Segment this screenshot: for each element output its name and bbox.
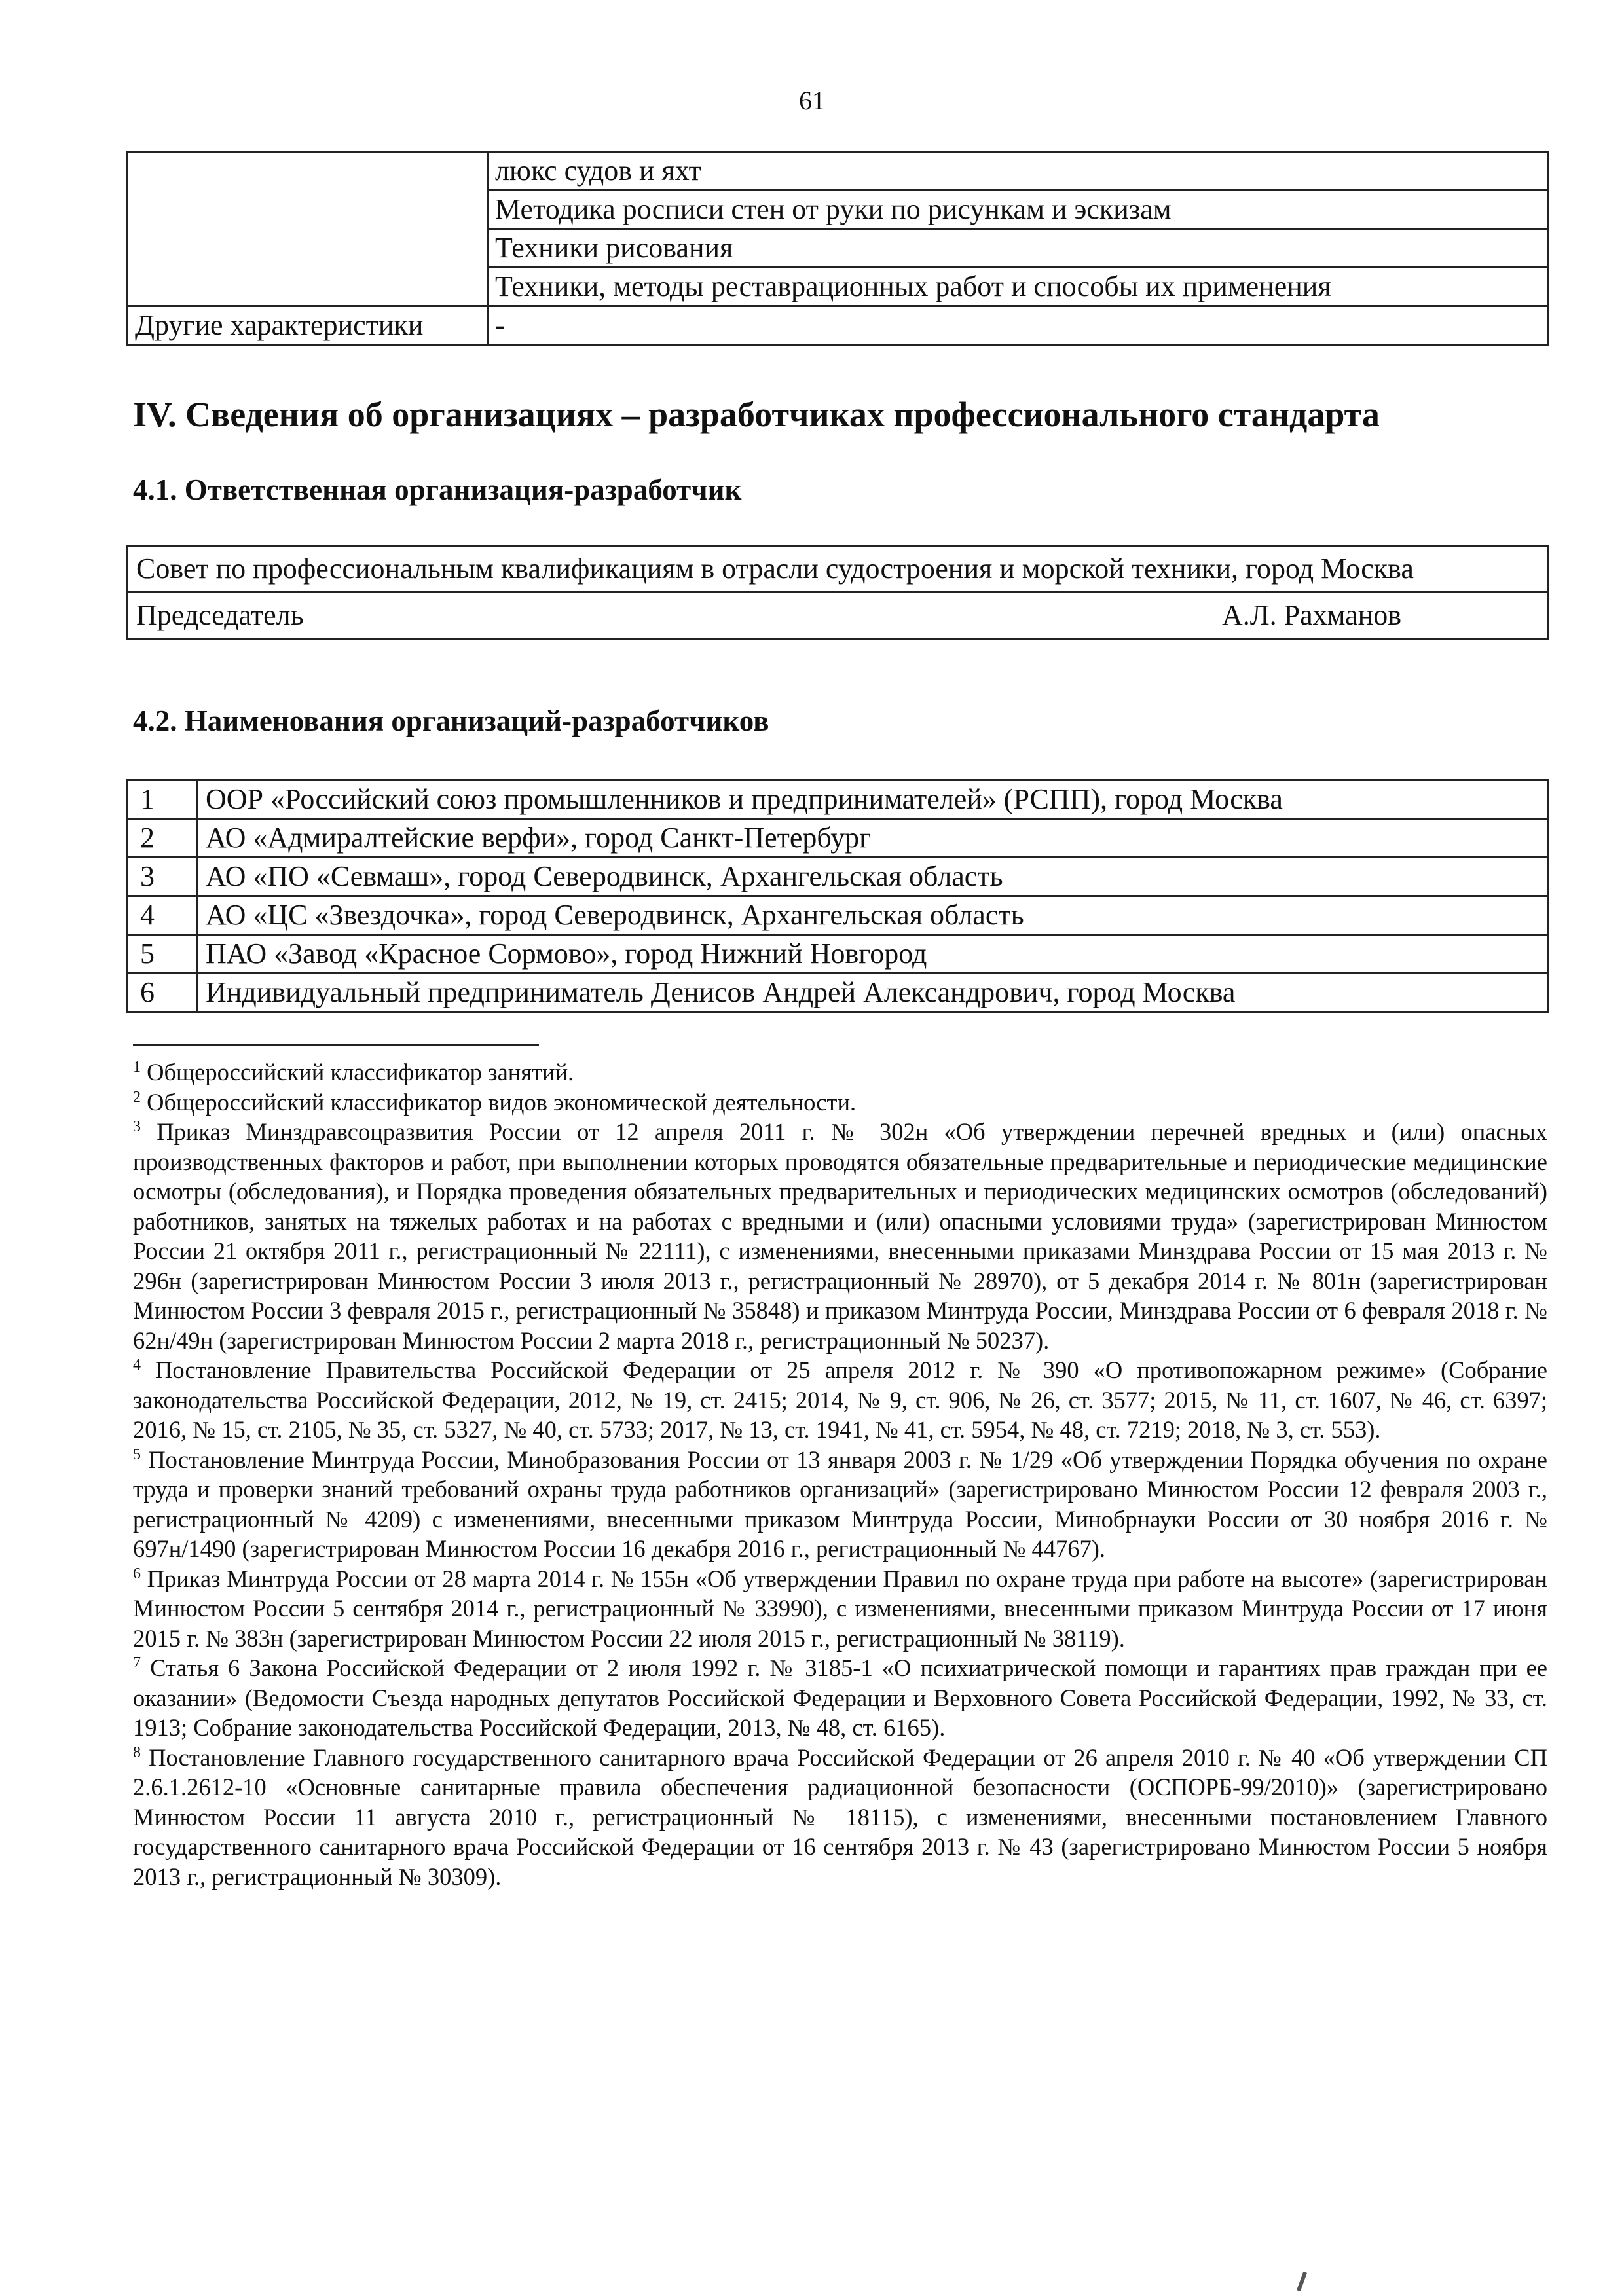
section-title: IV. Сведения об организациях – разработчиках профессионального стандарта (133, 395, 1380, 434)
table-row (128, 858, 1548, 896)
row-number: 3 (128, 858, 197, 896)
footnote-mark: 3 (133, 1118, 141, 1135)
responsible-org-heading: 4.1. Ответственная организация-разработчик (133, 473, 742, 506)
footnote (133, 1117, 1547, 1355)
row-number: 5 (128, 935, 197, 974)
footnote-mark: 1 (133, 1058, 141, 1076)
footnote-text: Общероссийский классификатор видов экономической деятельности. (147, 1088, 857, 1116)
footnote (133, 1743, 1547, 1892)
row-number: 6 (128, 974, 197, 1012)
table-row (128, 780, 1548, 819)
footnotes (133, 1057, 1547, 1891)
table-row (128, 306, 1548, 345)
table-cell-right: люкс судов и яхт (488, 152, 1548, 191)
chair-row (136, 597, 1539, 634)
footnote-text: Приказ Минздравсоцразвития России от 12 апреля 2011 г. № 302н «Об утверждении перечней вредных и (или) опасных производственных факторов и работ, при выполнении которых проводятся обязательные предварительные и периодические медицинские осмотры (обследования), и Порядка проведения обязательных предварительных и периодических медицинских осмотров (обследований) работников, занятых на тяжелых работах и на работах с вредными и (или) опасными условиями труда» (зарегистрирован Минюстом России 21 октября 2011 г., регистрационный № 22111), с изменениями, внесенными приказами Минздрава России от 15 мая 2013 г. № 296н (зарегистрирован Минюстом России 3 июля 2013 г., регистрационный № 28970), от 5 декабря 2014 г. № 801н (зарегистрирован Минюстом России 3 февраля 2015 г., регистрационный № 35848) и приказом Минтруда России, Минздрава России от 6 февраля 2018 г. № 62н/49н (зарегистрирован Минюстом России 2 марта 2018 г., регистрационный № 50237). (133, 1118, 1548, 1354)
org-name: АО «Адмиралтейские верфи», город Санкт-Петербург (197, 819, 1548, 858)
table-cell-right: - (488, 306, 1548, 345)
row-number: 1 (128, 780, 197, 819)
org-name: АО «ЦС «Звездочка», город Северодвинск, Архангельская область (197, 896, 1548, 935)
footnote (133, 1564, 1547, 1654)
table-cell-right: Методика росписи стен от руки по рисункам и эскизам (488, 191, 1548, 229)
responsible-org-table (126, 545, 1549, 640)
footnote-text: Постановление Минтруда России, Минобразования России от 13 января 2003 г. № 1/29 «Об утверждении Порядка обучения по охране труда и проверки знаний требований охраны труда работников организаций» (зарегистрировано Минюстом России 12 февраля 2003 г., регистрационный № 4209) с изменениями, внесенными приказом Минтруда России, Минобрнауки России от 30 ноября 2016 г. № 697н/1490 (зарегистрирован Минюстом России 16 декабря 2016 г., регистрационный № 44767). (133, 1446, 1548, 1562)
characteristics-table (126, 151, 1549, 346)
developer-orgs-heading: 4.2. Наименования организаций-разработчиков (133, 704, 769, 737)
table-cell-right: Техники, методы реставрационных работ и способы их применения (488, 268, 1548, 306)
footnote-text: Приказ Минтруда России от 28 марта 2014 г. № 155н «Об утверждении Правил по охране труда при работе на высоте» (зарегистрирован Минюстом России 5 сентября 2014 г., регистрационный № 33990), с изменениями, внесенными приказом Минтруда России от 17 июня 2015 г. № 383н (зарегистрирован Минюстом России 22 июля 2015 г., регистрационный № 38119). (133, 1565, 1548, 1652)
footnote-text: Общероссийский классификатор занятий. (147, 1059, 574, 1085)
org-name: Индивидуальный предприниматель Денисов Андрей Александрович, город Москва (197, 974, 1548, 1012)
scan-mark (1297, 2272, 1307, 2291)
chair-name: А.Л. Рахманов (1221, 599, 1401, 631)
footnote-separator (133, 1044, 539, 1046)
org-name: ПАО «Завод «Красное Сормово», город Нижний Новгород (197, 935, 1548, 974)
footnote-mark: 6 (133, 1565, 141, 1582)
row-number: 2 (128, 819, 197, 858)
footnote (133, 1445, 1547, 1564)
table-row (128, 152, 1548, 191)
table-row (128, 592, 1548, 639)
footnote (133, 1355, 1547, 1445)
table-row (128, 896, 1548, 935)
table-row (128, 935, 1548, 974)
footnote-text: Постановление Правительства Российской Федерации от 25 апреля 2012 г. № 390 «О противопожарном режиме» (Собрание законодательства Российской Федерации, 2012, № 19, ст. 2415; 2014, № 9, ст. 906, № 26, ст. 3577; 2015, № 11, ст. 1607, № 46, ст. 6397; 2016, № 15, ст. 2105, № 35, ст. 5327, № 40, ст. 5733; 2017, № 13, ст. 1941, № 41, ст. 5954, № 48, ст. 7219; 2018, № 3, ст. 553). (133, 1357, 1547, 1443)
table-row (128, 819, 1548, 858)
table-cell-left (128, 152, 488, 306)
table-row (128, 974, 1548, 1012)
row-number: 4 (128, 896, 197, 935)
footnote (133, 1087, 1547, 1118)
table-row (128, 546, 1548, 592)
table-cell-left: Другие характеристики (128, 306, 488, 345)
table-cell-right: Техники рисования (488, 229, 1548, 268)
responsible-org-name: Совет по профессиональным квалификациям в отрасли судостроения и морской техники, город Москва (128, 546, 1548, 592)
chair-cell (128, 592, 1548, 639)
footnote-mark: 5 (133, 1446, 141, 1463)
footnote (133, 1057, 1547, 1087)
page-number: 61 (799, 86, 825, 115)
chair-label: Председатель (136, 599, 304, 631)
footnote-mark: 8 (133, 1743, 141, 1761)
org-name: ООР «Российский союз промышленников и предпринимателей» (РСПП), город Москва (197, 780, 1548, 819)
footnote-mark: 4 (133, 1356, 141, 1374)
footnote-text: Постановление Главного государственного санитарного врача Российской Федерации от 26 апреля 2010 г. № 40 «Об утверждении СП 2.6.1.2612-10 «Основные санитарные правила обеспечения радиационной безопасности (ОСПОРБ-99/2010)» (зарегистрировано Минюстом России 11 августа 2010 г., регистрационный № 18115), с изменениями, внесенными постановлением Главного государственного санитарного врача Российской Федерации от 16 сентября 2013 г. № 43 (зарегистрировано Минюстом России 5 ноября 2013 г., регистрационный № 30309). (133, 1743, 1547, 1890)
footnote (133, 1653, 1547, 1743)
org-name: АО «ПО «Севмаш», город Северодвинск, Архангельская область (197, 858, 1548, 896)
developer-orgs-table (126, 779, 1549, 1013)
footnote-mark: 7 (133, 1654, 141, 1671)
footnote-text: Статья 6 Закона Российской Федерации от 2 июля 1992 г. № 3185-1 «О психиатрической помощи и гарантиях прав граждан при ее оказании» (Ведомости Съезда народных депутатов Российской Федерации и Верховного Совета Российской Федерации, 1992, № 33, ст. 1913; Собрание законодательства Российской Федерации, 2013, № 48, ст. 6165). (133, 1654, 1547, 1741)
footnote-mark: 2 (133, 1088, 141, 1106)
